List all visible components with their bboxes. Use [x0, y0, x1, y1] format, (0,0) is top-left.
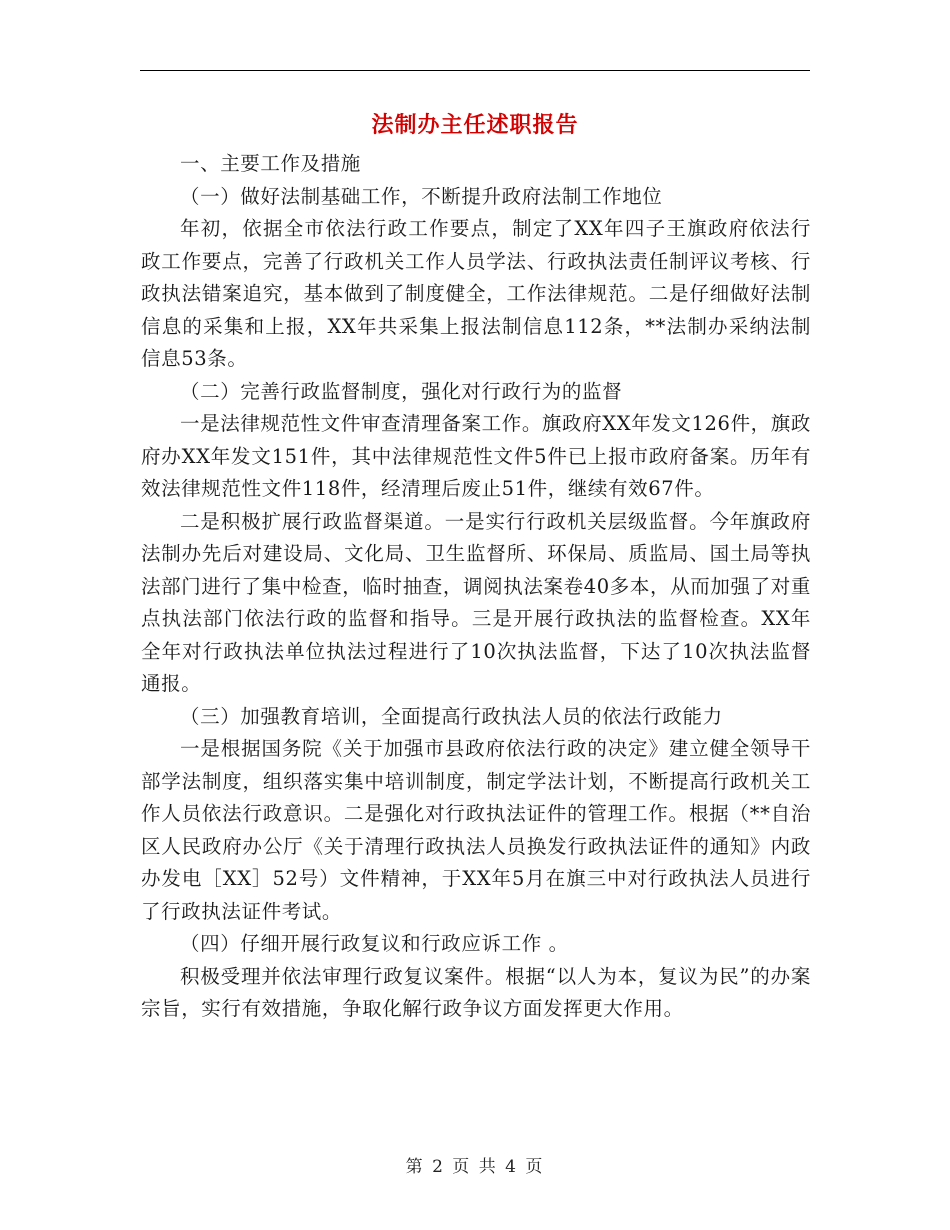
subsection-heading: （二）完善行政监督制度，强化对行政行为的监督 [180, 379, 623, 403]
subsection-heading: （三）加强教育培训，全面提高行政执法人员的依法行政能力 [180, 704, 723, 728]
subsection-heading: （一）做好法制基础工作，不断提升政府法制工作地位 [180, 184, 663, 208]
body-paragraph: 二是积极扩展行政监督渠道。一是实行行政机关层级监督。今年旗政府法制办先后对建设局、文化局、卫生监督所、环保局、质监局、国土局等执法部门进行了集中检查，临时抽查，调阅执法案卷40多本，从而加强了对重点执法部门依法行政的监督和指导。三是开展行政执法的监督检查。XX年全年对行政执法单位执法过程进行了10次执法监督，下达了10次执法监督通报。 [141, 509, 811, 695]
body-paragraph: 年初，依据全市依法行政工作要点，制定了XX年四子王旗政府依法行政工作要点，完善了行政机关工作人员学法、行政执法责任制评议考核、行政执法错案追究，基本做到了制度健全，工作法律规范。二是仔细做好法制信息的采集和上报，XX年共采集上报法制信息112条，**法制办采纳法制信息53条。 [141, 217, 811, 370]
body-paragraph: 一是法律规范性文件审查清理备案工作。旗政府XX年发文126件，旗政府办XX年发文151件，其中法律规范性文件5件已上报市政府备案。历年有效法律规范性文件118件，经清理后废止51件，继续有效67件。 [141, 412, 811, 500]
body-paragraph: 一是根据国务院《关于加强市县政府依法行政的决定》建立健全领导干部学法制度，组织落实集中培训制度，制定学法计划，不断提高行政机关工作人员依法行政意识。二是强化对行政执法证件的管理工作。根据（**自治区人民政府办公厅《关于清理行政执法人员换发行政执法证件的通知》内政办发电［XX］52号）文件精神，于XX年5月在旗三中对行政执法人员进行了行政执法证件考试。 [141, 737, 811, 923]
document-title: 法制办主任述职报告 [371, 113, 579, 138]
page-footer: 第 2 页 共 4 页 [405, 1157, 545, 1177]
subsection-heading: （四）仔细开展行政复议和行政应诉工作 。 [180, 932, 569, 955]
body-paragraph: 积极受理并依法审理行政复议案件。根据“以人为本，复议为民”的办案宗旨，实行有效措施，争取化解行政争议方面发挥更大作用。 [141, 964, 811, 1020]
section-heading: 一、主要工作及措施 [180, 152, 361, 175]
document-body [141, 148, 811, 1026]
header-rule [140, 70, 810, 71]
